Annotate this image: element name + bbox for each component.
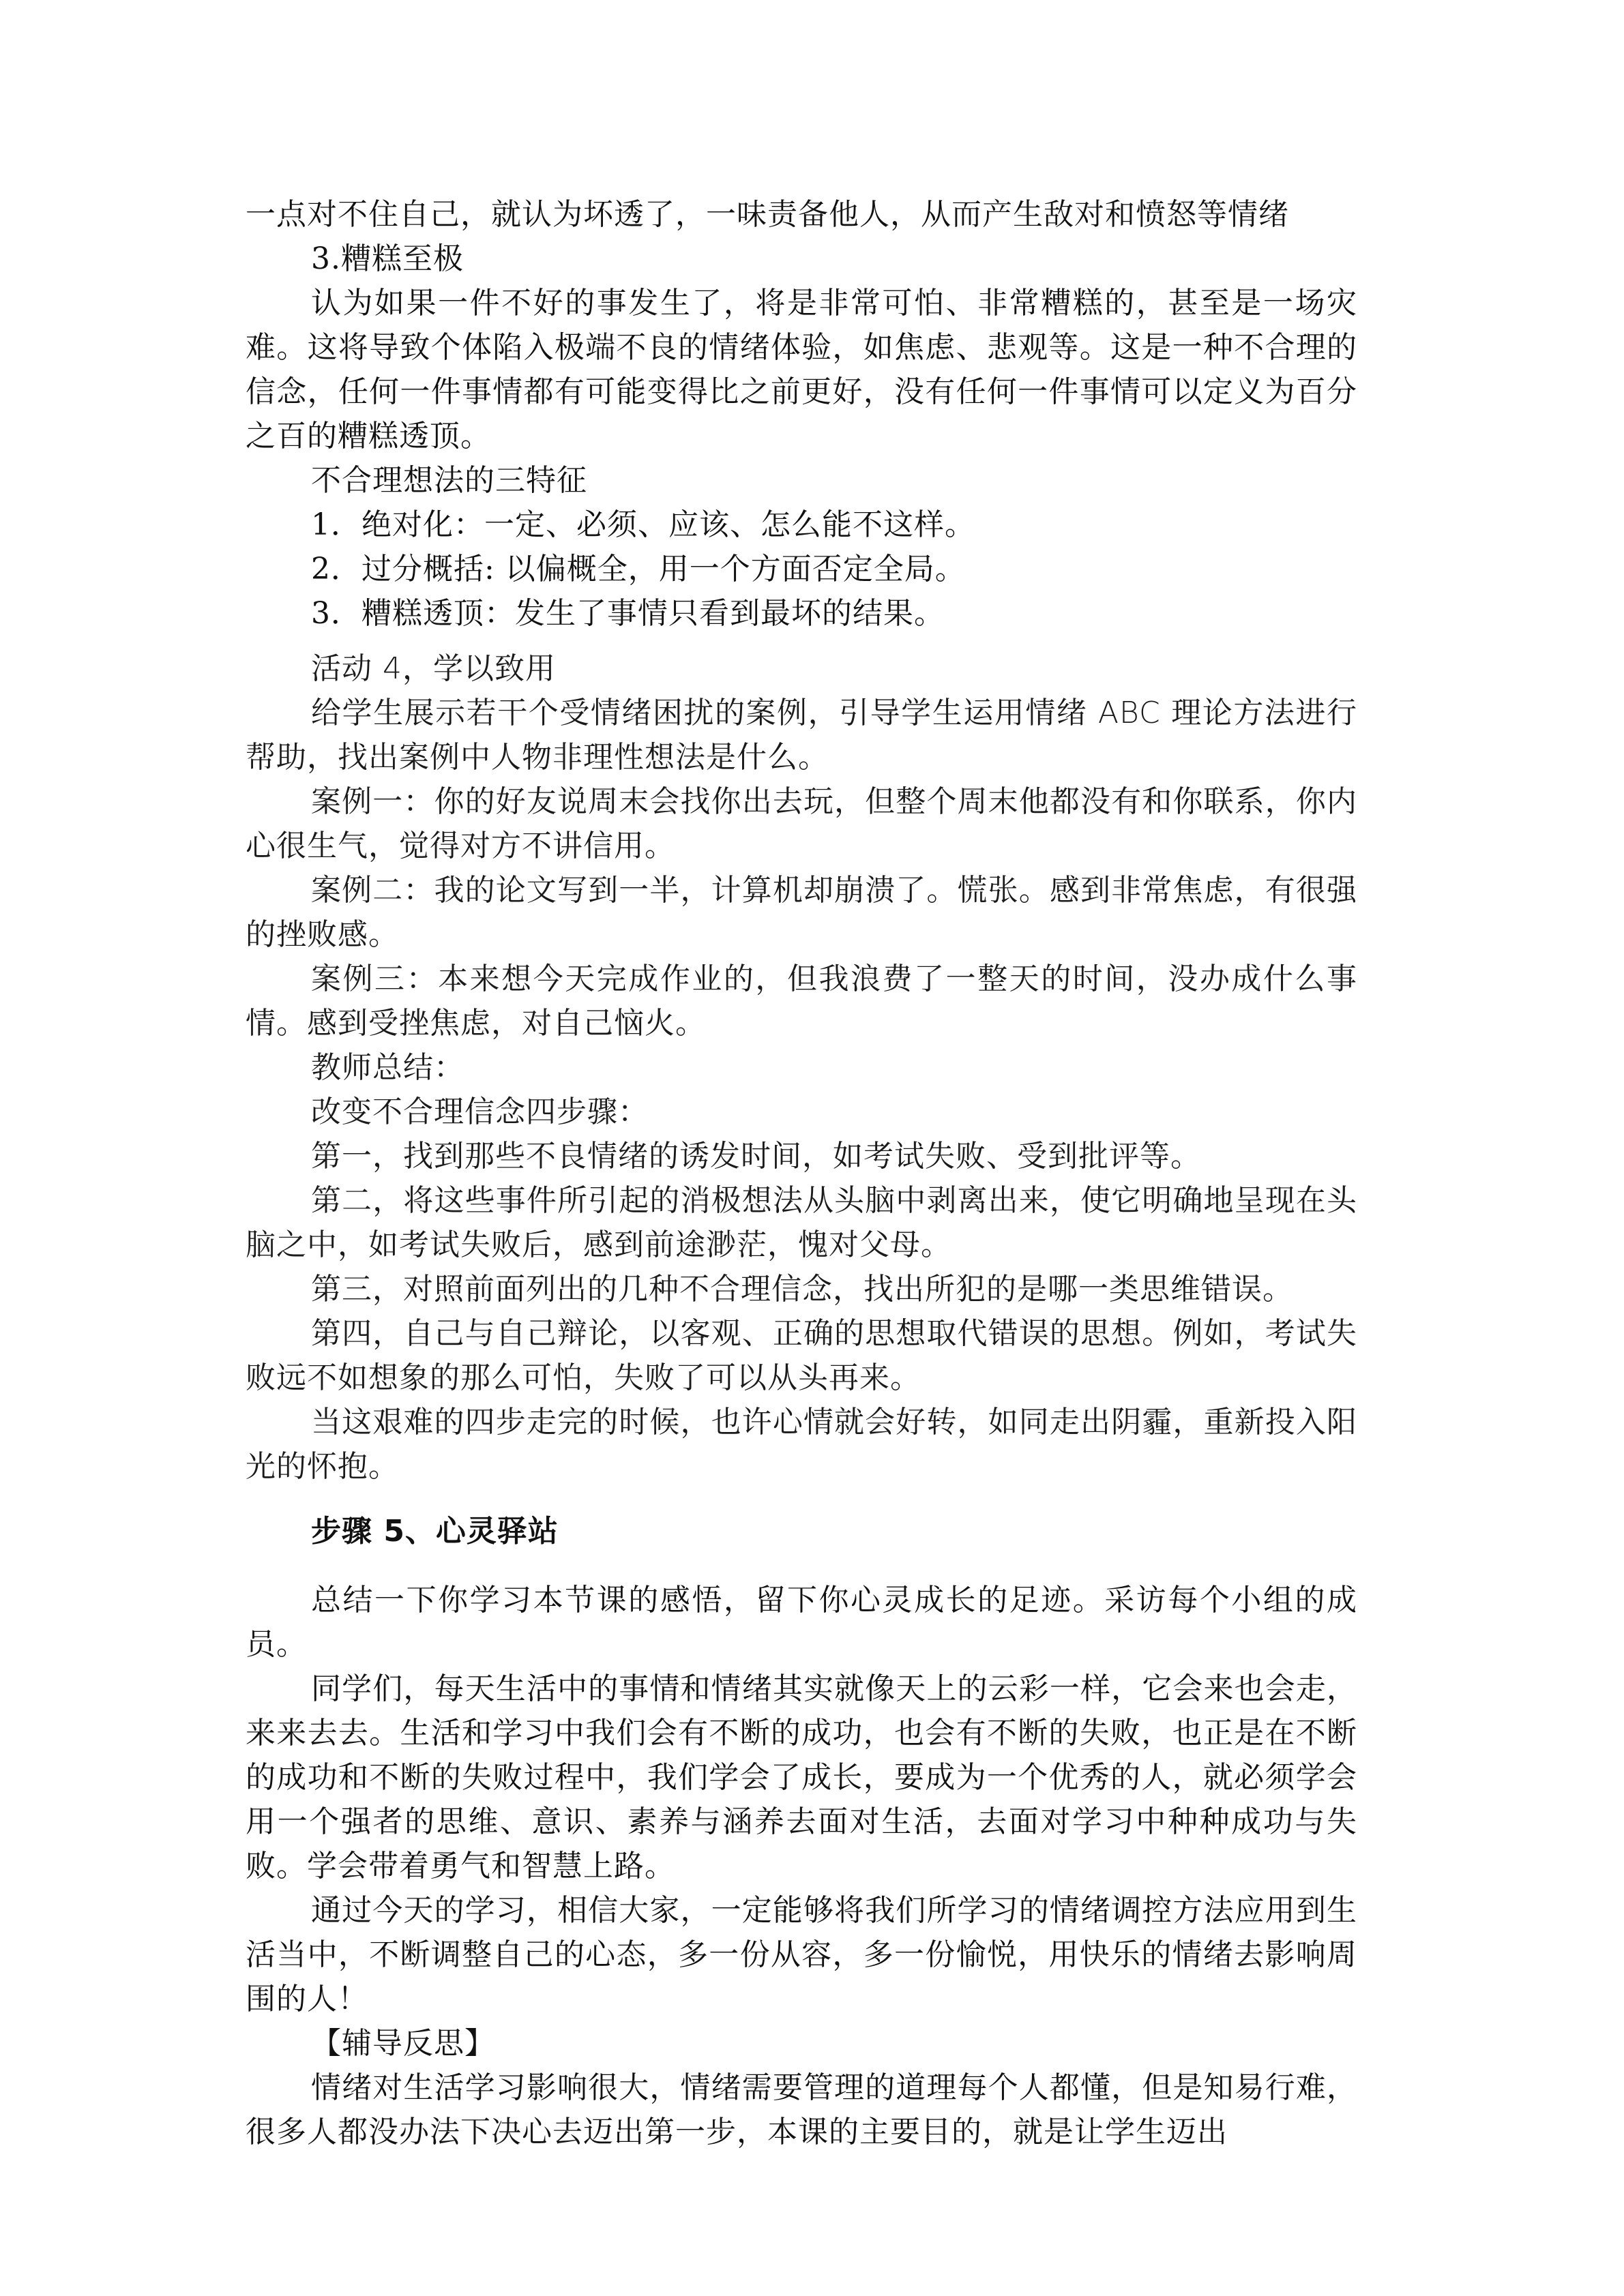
paragraph-closing-speech: 同学们，每天生活中的事情和情绪其实就像天上的云彩一样，它会来也会走，来来去去。生活和学习中我们会有不断的成功，也会有不断的失败，也正是在不断的成功和不断的失败过程中，我们学会了成长，要成为一个优秀的人，就必须学会用一个强者的思维、意识、素养与涵养去面对生活，去面对学习中种种成功与失败。学会带着勇气和智慧上路。 (246, 1671, 1357, 1883)
list-item-awfulizing: 3．糟糕透顶：发生了事情只看到最坏的结果。 (311, 596, 945, 631)
list-item-absolutism: 1．绝对化：一定、必须、应该、怎么能不这样。 (311, 507, 975, 542)
paragraph-summary-prompt: 总结一下你学习本节课的感悟，留下你心灵成长的足迹。采访每个小组的成员。 (246, 1583, 1357, 1662)
paragraph-reflection: 情绪对生活学习影响很大，情绪需要管理的道理每个人都懂，但是知易行难，很多人都没办法下决心去迈出第一步，本课的主要目的，就是让学生迈出 (246, 2070, 1357, 2149)
case-one: 案例一：你的好友说周末会找你出去玩，但整个周末他都没有和你联系，你内心很生气，觉得对方不讲信用。 (246, 784, 1357, 863)
section-heading-step-5: 步骤 5、心灵驿站 (311, 1514, 559, 1549)
step-one: 第一，找到那些不良情绪的诱发时间，如考试失败、受到批评等。 (311, 1139, 1201, 1174)
step-four: 第四，自己与自己辩论，以客观、正确的思想取代错误的思想。例如，考试失败远不如想象的那么可怕，失败了可以从头再来。 (246, 1316, 1357, 1395)
case-three: 案例三：本来想今天完成作业的，但我浪费了一整天的时间，没办成什么事情。感到受挫焦虑，对自己恼火。 (246, 961, 1357, 1041)
paragraph-conclusion-steps: 当这艰难的四步走完的时候，也许心情就会好转，如同走出阴霾，重新投入阳光的怀抱。 (246, 1405, 1357, 1484)
paragraph-continuation: 一点对不住自己，就认为坏透了，一味责备他人，从而产生敌对和愤怒等情绪 (246, 197, 1289, 232)
activity-4-title: 活动 4，学以致用 (311, 651, 556, 686)
list-item-overgeneralization: 2．过分概括: 以偏概全，用一个方面否定全局。 (311, 552, 966, 586)
case-two: 案例二：我的论文写到一半，计算机却崩溃了。慌张。感到非常焦虑，有很强的挫败感。 (246, 873, 1357, 952)
reflection-label: 【辅导反思】 (311, 2026, 495, 2061)
step-two: 第二，将这些事件所引起的消极想法从头脑中剥离出来，使它明确地呈现在头脑之中，如考试失败后，感到前途渺茫，愧对父母。 (246, 1183, 1357, 1262)
paragraph-closing-hope: 通过今天的学习，相信大家，一定能够将我们所学习的情绪调控方法应用到生活当中，不断调整自己的心态，多一份从容，多一份愉悦，用快乐的情绪去影响周围的人！ (246, 1893, 1357, 2016)
paragraph-catastrophizing: 认为如果一件不好的事发生了，将是非常可怕、非常糟糕的，甚至是一场灾难。这将导致个体陷入极端不良的情绪体验，如焦虑、悲观等。这是一种不合理的信念，任何一件事情都有可能变得比之前更好，没有任何一件事情可以定义为百分之百的糟糕透顶。 (246, 286, 1357, 453)
step-three: 第三，对照前面列出的几种不合理信念，找出所犯的是哪一类思维错误。 (311, 1272, 1293, 1307)
paragraph-activity-4: 给学生展示若干个受情绪困扰的案例，引导学生运用情绪 ABC 理论方法进行帮助，找出案例中人物非理性想法是什么。 (246, 696, 1357, 775)
four-steps-title: 改变不合理信念四步骤： (311, 1094, 649, 1129)
teacher-summary-label: 教师总结： (311, 1050, 464, 1085)
subheading-catastrophizing: 3.糟糕至极 (311, 241, 464, 276)
document-body (246, 192, 1357, 2154)
list-title-three-features: 不合理想法的三特征 (311, 463, 587, 498)
